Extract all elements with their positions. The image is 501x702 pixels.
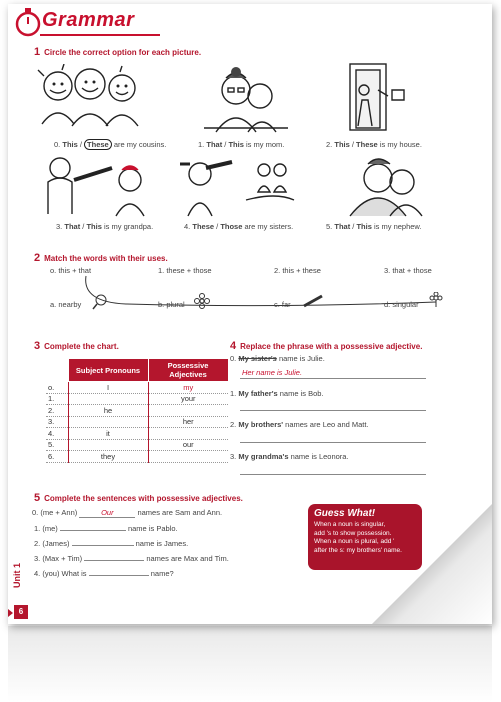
guess-what-line-2: add 's to show possession. xyxy=(314,529,392,537)
ex5-item-4-answer[interactable] xyxy=(89,568,149,576)
chart-cell-possessive[interactable] xyxy=(148,405,228,417)
ex4-item-3 xyxy=(230,452,349,461)
title-underline xyxy=(40,34,160,36)
ex4-example-strike: My sister's xyxy=(238,354,277,363)
ex1-item-0-option-a[interactable]: This xyxy=(62,140,78,149)
ex1-item-5-text: is my nephew. xyxy=(373,222,422,231)
ex1-item-3-text: is my grandpa. xyxy=(103,222,154,231)
chart-cell-subject[interactable] xyxy=(68,439,148,451)
ex2-top-3[interactable]: 3. that + those xyxy=(384,266,432,275)
pronoun-chart xyxy=(46,358,229,463)
chart-row-num: 3. xyxy=(46,416,68,428)
ex5-item-4-num: 4. xyxy=(34,569,41,578)
ex2-number: 2 xyxy=(34,252,41,264)
ex2-top-2[interactable]: 2. this + these xyxy=(274,266,321,275)
chart-corner xyxy=(46,359,68,382)
sisters-picture xyxy=(176,152,296,218)
ex1-item-1: 1. That / This is my mom. xyxy=(198,140,285,149)
flower-icon xyxy=(194,293,210,309)
ex3-heading xyxy=(34,340,119,352)
ex2-bottom-0[interactable]: a. nearby xyxy=(50,300,82,309)
ex1-item-5-num: 5. xyxy=(326,222,333,231)
chart-cell-possessive[interactable]: her xyxy=(148,416,228,428)
grammar-logo xyxy=(14,6,164,40)
ex4-item-1-phrase: My father's xyxy=(238,389,278,398)
unit-label: Unit 1 xyxy=(12,562,22,588)
chart-row-num: 1. xyxy=(46,393,68,405)
guess-what-line-1: When a noun is singular, xyxy=(314,521,386,528)
ex4-item-3-num: 3. xyxy=(230,452,237,461)
ex5-item-0-num: 0. xyxy=(32,508,39,517)
chart-row-num: 2. xyxy=(46,405,68,417)
ex1-item-2: 2. This / These is my house. xyxy=(326,140,422,149)
ex1-item-2-text: is my house. xyxy=(379,140,422,149)
ex5-instruction: Complete the sentences with possessive adjectives. xyxy=(44,494,243,503)
ex3-instruction: Complete the chart. xyxy=(44,342,119,351)
ex1-item-1-option-a[interactable]: That xyxy=(206,140,223,149)
page-arrow-icon xyxy=(8,609,13,617)
house-picture xyxy=(338,60,418,134)
ex1-item-4-option-a[interactable]: These xyxy=(192,222,215,231)
table-row xyxy=(46,439,228,451)
single-flower-icon xyxy=(428,292,444,308)
chart-cell-possessive[interactable]: our xyxy=(148,439,228,451)
ex4-line-0 xyxy=(240,378,426,379)
ex1-item-1-option-b[interactable]: This xyxy=(228,140,244,149)
ex1-item-3-option-b[interactable]: This xyxy=(86,222,102,231)
ex5-item-2-prompt: (James) xyxy=(42,539,70,548)
cousins-picture xyxy=(28,64,148,134)
chart-cell-possessive[interactable]: my xyxy=(148,382,228,394)
ex4-item-1 xyxy=(230,389,324,398)
chart-row-num: 5. xyxy=(46,439,68,451)
ex1-heading xyxy=(34,46,201,58)
ex2-bottom-2[interactable]: c. far xyxy=(274,300,291,309)
chart-cell-subject[interactable]: I xyxy=(68,382,148,394)
ex1-item-1-num: 1. xyxy=(198,140,205,149)
ex2-bottom-1[interactable]: b. plural xyxy=(158,300,185,309)
ex5-item-2-text: name is James. xyxy=(135,539,189,548)
ex1-item-5-option-a[interactable]: That xyxy=(334,222,351,231)
ex4-heading xyxy=(230,340,422,352)
chart-cell-subject[interactable]: they xyxy=(68,451,148,463)
ex5-item-4-prompt: (you) What is xyxy=(42,569,87,578)
ex1-item-5: 5. That / This is my nephew. xyxy=(326,222,422,231)
ex5-item-2-answer[interactable] xyxy=(72,538,134,546)
table-row xyxy=(46,405,228,417)
ex5-item-1-prompt: (me) xyxy=(42,524,58,533)
ex5-number: 5 xyxy=(34,492,41,504)
ex2-heading xyxy=(34,252,168,264)
ex1-item-3-num: 3. xyxy=(56,222,63,231)
stopwatch-icon xyxy=(14,6,42,38)
ex1-item-5-option-b[interactable]: This xyxy=(356,222,372,231)
ex5-item-3-text: names are Max and Tim. xyxy=(146,554,229,563)
page-number: 6 xyxy=(14,605,28,619)
ex1-item-4: 4. These / Those are my sisters. xyxy=(184,222,294,231)
ex1-number: 1 xyxy=(34,46,41,58)
ex5-item-3-prompt: (Max + Tim) xyxy=(42,554,83,563)
ex5-item-1-num: 1. xyxy=(34,524,41,533)
ex1-item-0: 0. This / These are my cousins. xyxy=(54,140,167,149)
ex4-item-2-text: names are Leo and Matt. xyxy=(285,420,369,429)
ex4-item-2-num: 2. xyxy=(230,420,237,429)
ex5-item-0-text: names are Sam and Ann. xyxy=(137,508,223,517)
ex4-number: 4 xyxy=(230,340,237,352)
ex5-item-4 xyxy=(34,568,174,578)
ex2-instruction: Match the words with their uses. xyxy=(44,254,168,263)
page-title: Grammar xyxy=(42,9,135,31)
grandpa-picture xyxy=(38,154,158,218)
ex2-top-0[interactable]: o. this + that xyxy=(50,266,92,275)
ex1-item-0-option-b[interactable]: These xyxy=(84,139,112,150)
ex4-instruction: Replace the phrase with a possessive adjective. xyxy=(240,342,423,351)
page-reflection xyxy=(8,626,492,702)
ex4-item-2 xyxy=(230,420,369,429)
guess-what-line-4: after the s: my brothers' name. xyxy=(314,546,402,554)
ex1-item-2-option-b[interactable]: These xyxy=(356,140,378,149)
table-row xyxy=(46,428,228,440)
ex5-item-2 xyxy=(34,538,188,548)
table-row xyxy=(46,393,228,405)
table-row xyxy=(46,451,228,463)
ex4-line-1[interactable] xyxy=(240,410,426,411)
guess-what-title: Guess What! xyxy=(314,508,376,519)
ex4-example-text: name is Julie. xyxy=(278,354,325,363)
chart-cell-possessive[interactable] xyxy=(148,428,228,440)
guess-what-line-3: When a noun is plural, add ' xyxy=(314,538,395,545)
ex5-item-0-prompt: (me + Ann) xyxy=(40,508,78,517)
chart-cell-subject[interactable] xyxy=(68,393,148,405)
ex4-example xyxy=(230,354,325,363)
chart-cell-possessive[interactable]: your xyxy=(148,393,228,405)
chart-cell-subject[interactable] xyxy=(68,416,148,428)
ex1-item-0-text: are my cousins. xyxy=(113,140,167,149)
chart-cell-subject[interactable]: he xyxy=(68,405,148,417)
chart-cell-possessive[interactable] xyxy=(148,451,228,463)
ex4-example-num: 0. xyxy=(230,354,237,363)
ex1-item-4-text: are my sisters. xyxy=(244,222,294,231)
ex4-item-2-phrase: My brothers' xyxy=(238,420,284,429)
ex1-item-4-num: 4. xyxy=(184,222,191,231)
chart-row-num: 6. xyxy=(46,451,68,463)
ex4-item-1-text: name is Bob. xyxy=(279,389,324,398)
ex5-item-3-answer[interactable] xyxy=(84,553,144,561)
ex5-item-1-answer[interactable] xyxy=(60,523,126,531)
ex5-item-3-num: 3. xyxy=(34,554,41,563)
ex1-item-1-text: is my mom. xyxy=(245,140,285,149)
table-row xyxy=(46,416,228,428)
ex1-item-2-option-a[interactable]: This xyxy=(334,140,350,149)
ex5-item-3 xyxy=(34,553,229,563)
chart-header-subject: Subject Pronouns xyxy=(68,359,148,382)
ex1-item-2-num: 2. xyxy=(326,140,333,149)
ex4-item-3-text: name is Leonora. xyxy=(290,452,349,461)
ex3-number: 3 xyxy=(34,340,41,352)
ex5-item-1 xyxy=(34,523,178,533)
ex1-item-3: 3. That / This is my grandpa. xyxy=(56,222,154,231)
chart-header-possessive: Possessive Adjectives xyxy=(148,359,228,382)
ex5-item-4-text: name? xyxy=(150,569,174,578)
ex2-top-1[interactable]: 1. these + those xyxy=(158,266,212,275)
ex4-item-3-phrase: My grandma's xyxy=(238,452,289,461)
unit-sidebar xyxy=(8,549,28,624)
chart-cell-subject[interactable]: it xyxy=(68,428,148,440)
magnifier-icon xyxy=(92,294,108,310)
ex1-item-3-option-a[interactable]: That xyxy=(64,222,81,231)
ex1-item-4-option-b[interactable]: Those xyxy=(220,222,243,231)
worksheet-page xyxy=(8,4,492,624)
ex1-item-0-num: 0. xyxy=(54,140,61,149)
ex4-example-answer: Her name is Julie. xyxy=(242,368,303,377)
guess-what-box xyxy=(308,504,422,570)
ex4-line-2[interactable] xyxy=(240,442,426,443)
mom-picture xyxy=(196,66,296,136)
ex2-bottom-3[interactable]: d. singular xyxy=(384,300,419,309)
ex4-item-1-num: 1. xyxy=(230,389,237,398)
chart-header-row xyxy=(46,359,228,382)
ex5-item-2-num: 2. xyxy=(34,539,41,548)
ex5-item-0 xyxy=(32,508,222,518)
nephew-picture xyxy=(342,154,432,218)
ex1-instruction: Circle the correct option for each picture. xyxy=(44,48,202,57)
ex4-line-3[interactable] xyxy=(240,474,426,475)
ex5-heading xyxy=(34,492,243,504)
table-row xyxy=(46,382,228,394)
chart-row-num: o. xyxy=(46,382,68,394)
ex5-item-1-text: name is Pablo. xyxy=(127,524,178,533)
telescope-icon xyxy=(302,294,324,308)
ex5-item-0-answer[interactable]: Our xyxy=(79,508,135,518)
chart-row-num: 4. xyxy=(46,428,68,440)
